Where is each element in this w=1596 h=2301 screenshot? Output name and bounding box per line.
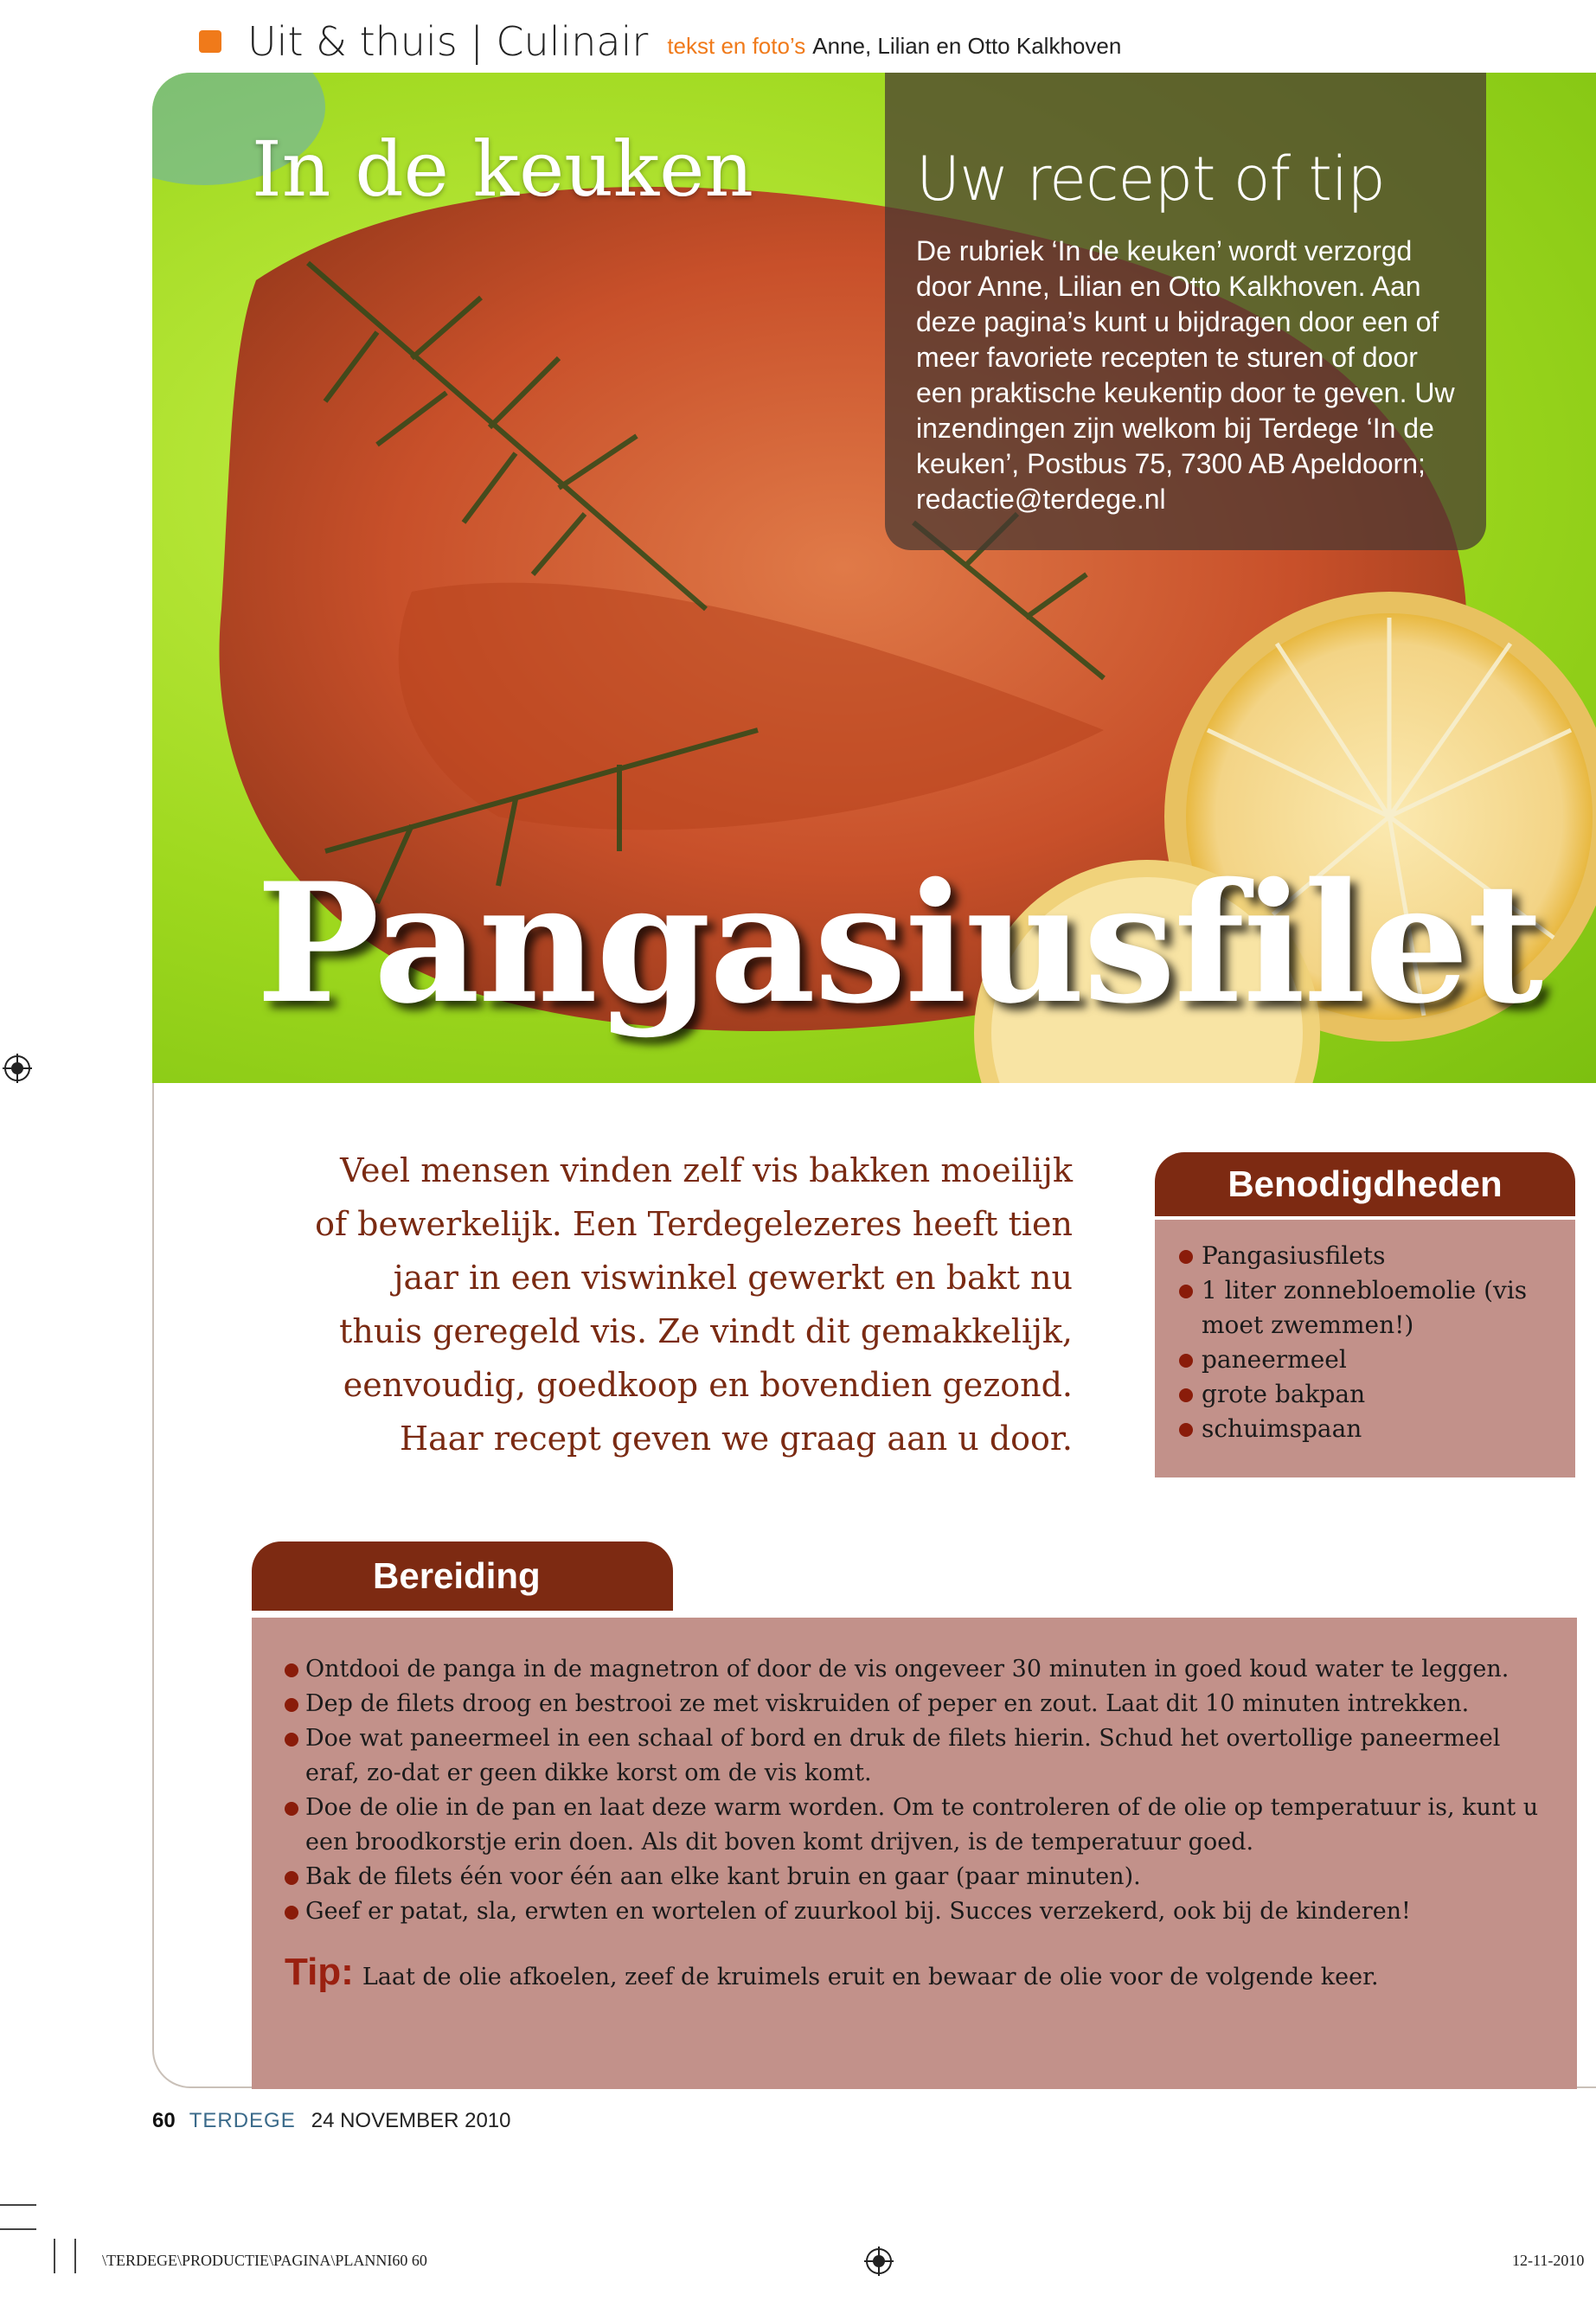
page-footer	[152, 2109, 511, 2133]
preparation-step: Doe de olie in de pan en laat deze warm worden. Om te controleren of de olie op temperatuur is, kunt u een broodkorstje erin doen. Als dit boven komt drijven, is de temperatuur goed.	[285, 1791, 1542, 1860]
ingredient-item: schuimspaan	[1179, 1412, 1575, 1446]
slug-path: \TERDEGE\PRODUCTIE\PAGINA\PLANNI60 60	[102, 2252, 427, 2269]
registration-mark-icon	[864, 2247, 894, 2276]
section-marker-icon	[199, 30, 221, 53]
page-number: 60	[152, 2109, 176, 2132]
credit-names: Anne, Lilian en Otto Kalkhoven	[812, 32, 1122, 59]
intro-text: Veel mensen vinden zelf vis bakken moeilijk of bewerkelijk. Een Terdegelezeres heeft tien jaar in een viswinkel gewerkt en bakt nu thuis geregeld vis. Ze vindt dit gemakkelijk, eenvoudig, goedkoop en bovendien gezond. Haar recept geven we graag aan u door.	[315, 1151, 1073, 1458]
ingredients-box	[1155, 1220, 1575, 1477]
crop-mark	[0, 2204, 36, 2206]
ingredient-item: Pangasiusfilets	[1179, 1239, 1575, 1273]
crop-mark	[54, 2239, 55, 2273]
preparation-step: Ontdooi de panga in de magnetron of door de vis ongeveer 30 minuten in goed koud water te leggen.	[285, 1652, 1542, 1687]
tip-line	[285, 1951, 1379, 1994]
hero-photo	[152, 73, 1596, 1083]
tip-text: Laat de olie afkoelen, zeef de kruimels eruit en bewaar de olie voor de volgende keer.	[362, 1964, 1379, 1990]
recipe-title: Pangasiusfilet	[256, 847, 1542, 1040]
crop-mark	[74, 2239, 76, 2273]
submission-title: Uw recept of tip	[916, 144, 1385, 215]
submission-body: De rubriek ‘In de keuken’ wordt verzorgd door Anne, Lilian en Otto Kalkhoven. Aan deze pagina’s kunt u bijdragen door een of meer favoriete recepten te sturen of door een praktische keukentip door te geven. Uw inzendingen zijn welkom bij Terdege ‘In de keuken’, Postbus 75, 7300 AB Apeldoorn; redactie@terdege.nl	[916, 235, 1455, 515]
magazine-name: TERDEGE	[189, 2109, 296, 2132]
preparation-heading-tab	[252, 1541, 673, 1611]
section-title: Uit & thuis | Culinair	[247, 18, 649, 65]
ingredients-heading: Benodigdheden	[1155, 1152, 1575, 1216]
preparation-step: Bak de filets één voor één aan elke kant bruin en gaar (paar minuten).	[285, 1860, 1542, 1894]
section-header	[199, 16, 1121, 67]
ingredients-list	[1155, 1220, 1575, 1446]
submission-box	[885, 73, 1486, 550]
registration-mark-icon	[3, 1054, 32, 1083]
issue-date: 24 NOVEMBER 2010	[311, 2109, 511, 2132]
ingredient-item: paneermeel	[1179, 1343, 1575, 1377]
crop-mark	[0, 2228, 36, 2230]
preparation-step: Geef er patat, sla, erwten en wortelen of zuurkool bij. Succes verzekerd, ook bij de kinderen!	[285, 1894, 1542, 1929]
preparation-step: Doe wat paneermeel in een schaal of bord en druk de filets hierin. Schud het overtollige paneermeel eraf, zo-dat er geen dikke korst om de vis komt.	[285, 1721, 1542, 1791]
preparation-step: Dep de filets droog en bestrooi ze met viskruiden of peper en zout. Laat dit 10 minuten intrekken.	[285, 1687, 1542, 1721]
tip-label: Tip:	[285, 1951, 354, 1993]
preparation-steps	[252, 1618, 1577, 1929]
ingredient-item: 1 liter zonnebloemolie (vis moet zwemmen!)	[1179, 1273, 1575, 1343]
credit-label: tekst en foto’s	[667, 32, 806, 59]
ingredient-item: grote bakpan	[1179, 1377, 1575, 1412]
preparation-heading: Bereiding	[373, 1555, 541, 1596]
preparation-box	[252, 1618, 1577, 2089]
column-kicker: In de keuken	[252, 125, 753, 214]
slug-date: 12-11-2010	[1512, 2252, 1585, 2269]
